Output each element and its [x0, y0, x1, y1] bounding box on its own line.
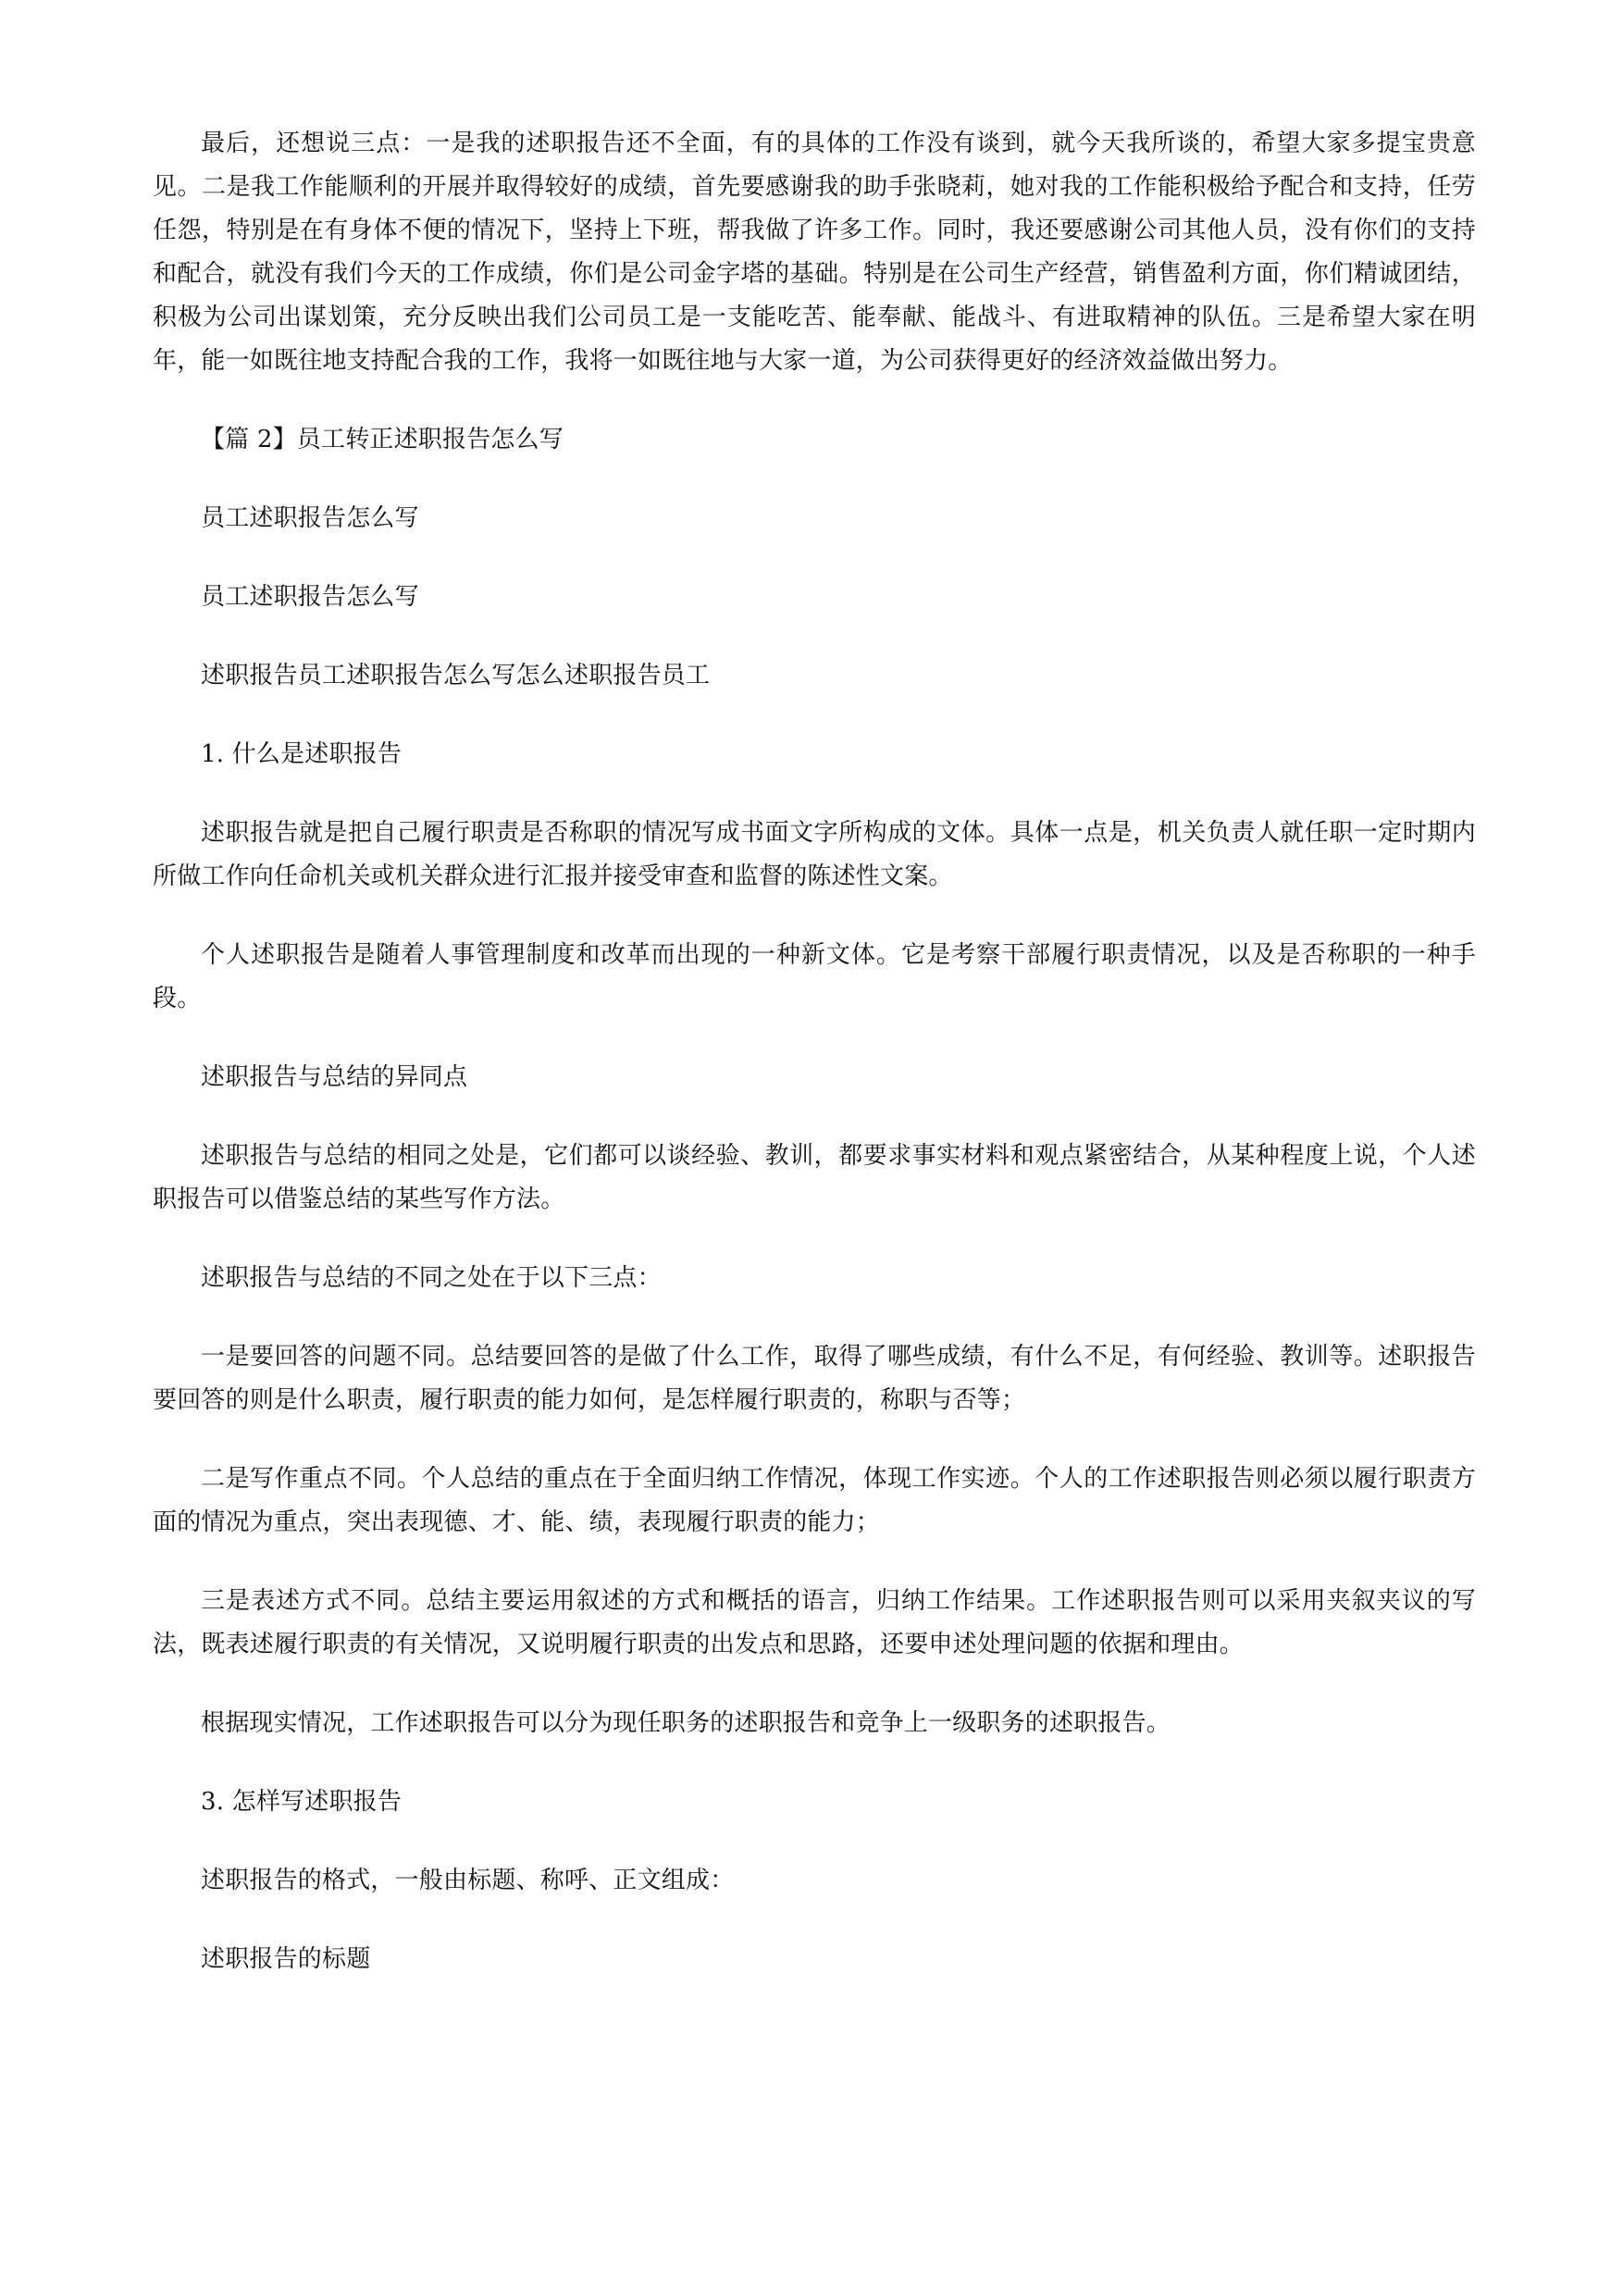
heading-how-to-write-report: 3. 怎样写述职报告: [201, 1788, 403, 1816]
paragraph-definition: 述职报告就是把自己履行职责是否称职的情况写成书面文字所构成的文体。具体一点是，机关负责人就任职一定时期内所做工作向任命机关或机关群众进行汇报并接受审查和监督的陈述性文案。: [153, 819, 1476, 890]
paragraph-difference-three: 三是表述方式不同。总结主要运用叙述的方式和概括的语言，归纳工作结果。工作述职报告则可以采用夹叙夹议的写法，既表述履行职责的有关情况，又说明履行职责的出发点和思路，还要申述处理问题的依据和理由。: [153, 1587, 1476, 1658]
paragraph-format: 述职报告的格式，一般由标题、称呼、正文组成：: [201, 1867, 735, 1894]
paragraph-report-types: 根据现实情况，工作述职报告可以分为现任职务的述职报告和竞争上一级职务的述职报告。: [201, 1709, 1171, 1737]
heading-what-is-report: 1. 什么是述职报告: [201, 740, 403, 768]
heading-report-title: 述职报告的标题: [201, 1945, 371, 1973]
subheading-how-to-write: 员工述职报告怎么写: [201, 504, 419, 532]
paragraph-new-genre: 个人述职报告是随着人事管理制度和改革而出现的一种新文体。它是考察干部履行职责情况，以及是否称职的一种手段。: [153, 941, 1476, 1012]
section-heading-part-2: 【篇 2】员工转正述职报告怎么写: [201, 426, 564, 453]
paragraph-similarities: 述职报告与总结的相同之处是，它们都可以谈经验、教训，都要求事实材料和观点紧密结合，从某种程度上说，个人述职报告可以借鉴总结的某些写作方法。: [153, 1142, 1476, 1213]
keyword-line: 述职报告员工述职报告怎么写怎么述职报告员工: [201, 662, 711, 689]
subheading-how-to-write-repeat: 员工述职报告怎么写: [201, 583, 419, 611]
heading-similarities-differences: 述职报告与总结的异同点: [201, 1063, 468, 1091]
paragraph-difference-one: 一是要回答的问题不同。总结要回答的是做了什么工作，取得了哪些成绩，有什么不足，有何经验、教训等。述职报告要回答的则是什么职责，履行职责的能力如何，是怎样履行职责的，称职与否等；: [153, 1343, 1476, 1414]
paragraph-difference-two: 二是写作重点不同。个人总结的重点在于全面归纳工作情况，体现工作实迹。个人的工作述职报告则必须以履行职责方面的情况为重点，突出表现德、才、能、绩，表现履行职责的能力；: [153, 1465, 1476, 1536]
document-body: [153, 122, 1476, 2017]
paragraph-differences-intro: 述职报告与总结的不同之处在于以下三点：: [201, 1264, 662, 1292]
paragraph-closing-remarks: 最后，还想说三点：一是我的述职报告还不全面，有的具体的工作没有谈到，就今天我所谈的，希望大家多提宝贵意见。二是我工作能顺利的开展并取得较好的成绩，首先要感谢我的助手张晓莉，她对我的工作能积极给予配合和支持，任劳任怨，特别是在有身体不便的情况下，坚持上下班，帮我做了许多工作。同时，我还要感谢公司其他人员，没有你们的支持和配合，就没有我们今天的工作成绩，你们是公司金字塔的基础。特别是在公司生产经营，销售盈利方面，你们精诚团结，积极为公司出谋划策，充分反映出我们公司员工是一支能吃苦、能奉献、能战斗、有进取精神的队伍。三是希望大家在明年，能一如既往地支持配合我的工作，我将一如既往地与大家一道，为公司获得更好的经济效益做出努力。: [153, 130, 1476, 375]
